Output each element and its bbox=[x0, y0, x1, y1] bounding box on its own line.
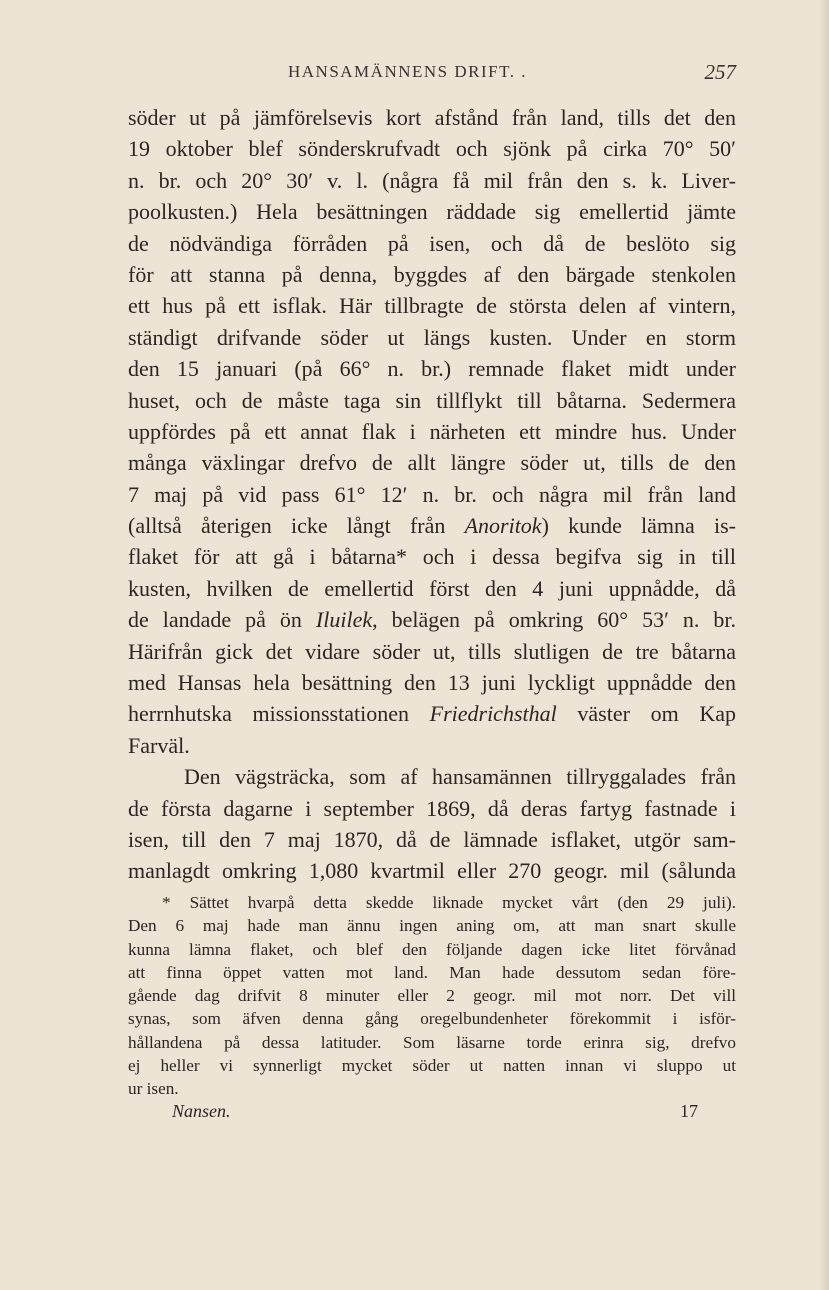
body-line bbox=[128, 510, 736, 541]
footnote-line: Den 6 maj hade man ännu ingen aning om, att man snart skulle bbox=[128, 916, 736, 936]
footnote-line: * Sättet hvarpå detta skedde liknade mycket vårt (den 29 juli). bbox=[162, 893, 736, 912]
running-title: HANSAMÄNNENS DRIFT. . bbox=[288, 62, 527, 81]
footnote-line: synas, som äfven denna gång oregelbundenheter förekommit i isför- bbox=[128, 1009, 736, 1029]
place-name: Iluilek bbox=[315, 607, 373, 633]
text-run: söder ut på jämförelsevis kort afstånd från land, tills det den bbox=[128, 105, 736, 130]
text-run: , belägen på omkring 60° 53′ n. br. bbox=[372, 607, 736, 633]
text-run: med Hansas hela besättning den 13 juni lyckligt uppnådde den bbox=[128, 670, 736, 696]
place-name: Anoritok bbox=[464, 513, 542, 539]
body-line bbox=[128, 855, 736, 886]
text-run: uppfördes på ett annat flak i närheten ett mindre hus. Under bbox=[128, 418, 736, 444]
body-line bbox=[128, 824, 736, 855]
text-run: väster om Kap bbox=[556, 701, 736, 727]
text-run: manlagdt omkring 1,080 kvartmil eller 270 geogr. mil (sålunda bbox=[128, 858, 736, 884]
body-line bbox=[128, 730, 736, 761]
text-run: ett hus på ett isflak. Här tillbragte de största delen af vintern, bbox=[128, 293, 736, 319]
footnote bbox=[128, 891, 736, 1101]
body-line bbox=[128, 385, 736, 416]
footnote-line: att finna öppet vatten mot land. Man hade dessutom sedan före- bbox=[128, 962, 736, 982]
body-line bbox=[128, 761, 736, 792]
text-run: poolkusten.) Hela besättningen räddade sig emellertid jämte bbox=[128, 199, 736, 225]
body-line bbox=[128, 416, 736, 447]
body-text bbox=[128, 102, 736, 887]
body-line bbox=[128, 102, 736, 133]
body-line bbox=[128, 353, 736, 384]
text-run: herrnhutska missionsstationen bbox=[128, 701, 430, 727]
text-run: 7 maj på vid pass 61° 12′ n. br. och några mil från land bbox=[128, 481, 736, 507]
body-line bbox=[128, 479, 736, 510]
body-line bbox=[128, 259, 736, 290]
body-line bbox=[128, 322, 736, 353]
footnote-line: gående dag drifvit 8 minuter eller 2 geogr. mil mot norr. Det vill bbox=[128, 986, 736, 1006]
page-header bbox=[128, 62, 736, 88]
footnote-line: ur isen. bbox=[128, 1079, 179, 1099]
text-run: huset, och de måste taga sin tillflykt till båtarna. Sedermera bbox=[128, 387, 736, 413]
signature-line bbox=[172, 1101, 698, 1127]
text-run: de landade på ön bbox=[128, 607, 316, 633]
body-line bbox=[128, 636, 736, 667]
text-run: ) kunde lämna is- bbox=[541, 513, 736, 539]
footnote-line: ej heller vi synnerligt mycket söder ut natten innan vi sluppo ut bbox=[128, 1056, 736, 1076]
text-run: Farväl. bbox=[128, 732, 190, 758]
author-signature-mark: Nansen. bbox=[172, 1101, 231, 1121]
body-line bbox=[128, 667, 736, 698]
text-run: ständigt drifvande söder ut längs kusten. Under en storm bbox=[128, 324, 736, 350]
page-number: 257 bbox=[704, 60, 736, 84]
body-line bbox=[128, 165, 736, 196]
sheet-number: 17 bbox=[680, 1101, 698, 1121]
body-line bbox=[128, 290, 736, 321]
text-run: Den vägsträcka, som af hansamännen tillryggalades från bbox=[184, 764, 736, 790]
place-name: Friedrichsthal bbox=[429, 701, 557, 727]
text-run: 19 oktober blef sönderskrufvadt och sjönk på cirka 70° 50′ bbox=[128, 136, 736, 162]
text-run: för att stanna på denna, byggdes af den bärgade stenkolen bbox=[128, 261, 736, 287]
footnote-line: kunna lämna flaket, och blef den följande dagen icke litet förvånad bbox=[128, 939, 736, 959]
page-edge-shadow bbox=[819, 0, 829, 1290]
text-run: Härifrån gick det vidare söder ut, tills slutligen de tre båtarna bbox=[128, 638, 736, 664]
text-run: n. br. och 20° 30′ v. l. (några få mil från den s. k. Liver- bbox=[128, 167, 736, 193]
body-line bbox=[128, 604, 736, 635]
footnote-line: hållandena på dessa latituder. Som läsarne torde erinra sig, drefvo bbox=[128, 1032, 736, 1052]
text-run: många växlingar drefvo de allt längre söder ut, tills de den bbox=[128, 450, 736, 476]
text-run: kusten, hvilken de emellertid först den 4 juni uppnådde, då bbox=[128, 575, 736, 601]
text-run: (alltså återigen icke långt från bbox=[128, 513, 465, 539]
body-line bbox=[128, 133, 736, 164]
text-run: de nödvändiga förråden på isen, och då de beslöto sig bbox=[128, 230, 736, 256]
body-line bbox=[128, 228, 736, 259]
text-run: flaket för att gå i båtarna* och i dessa begifva sig in till bbox=[128, 544, 736, 570]
body-line bbox=[128, 573, 736, 604]
body-line bbox=[128, 196, 736, 227]
text-run: de första dagarne i september 1869, då deras fartyg fastnade i bbox=[128, 795, 736, 821]
body-line bbox=[128, 793, 736, 824]
body-line bbox=[128, 698, 736, 729]
body-line bbox=[128, 447, 736, 478]
text-run: den 15 januari (på 66° n. br.) remnade flaket midt under bbox=[128, 356, 736, 382]
body-line bbox=[128, 541, 736, 572]
text-run: isen, till den 7 maj 1870, då de lämnade isflaket, utgör sam- bbox=[128, 826, 736, 852]
